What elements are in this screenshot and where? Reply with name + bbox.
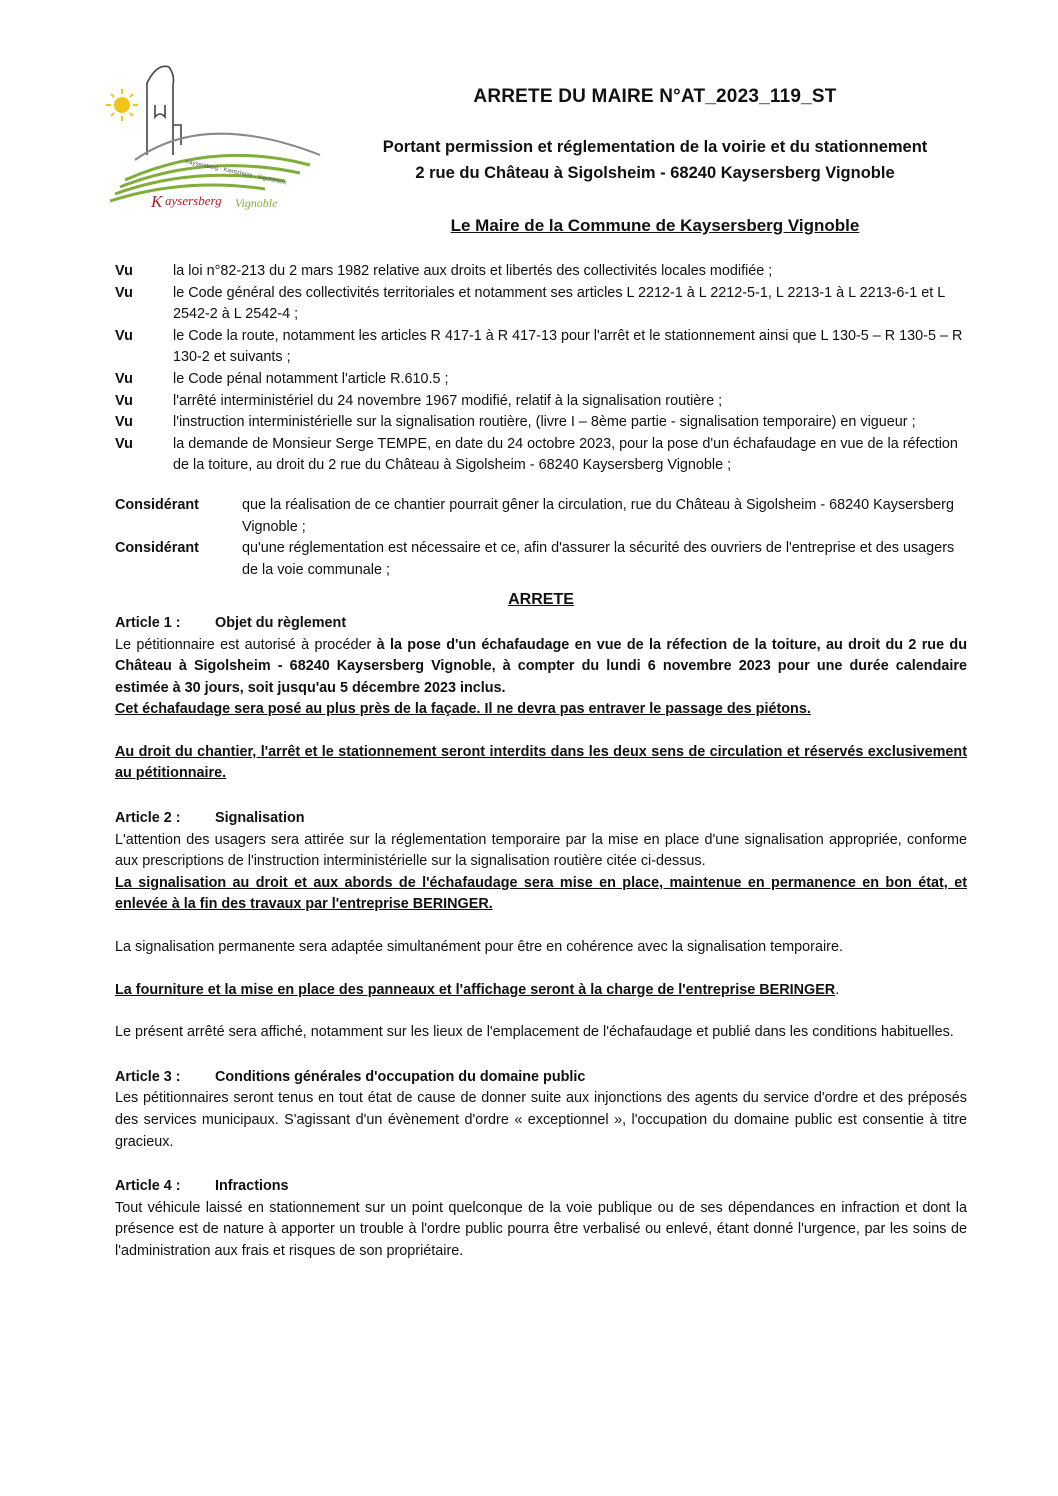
article-title: Conditions générales d'occupation du domaine public xyxy=(215,1068,586,1085)
article-number: Article 2 : xyxy=(115,810,181,827)
article-number: Article 3 : xyxy=(115,1068,181,1085)
vu-item: Vu la demande de Monsieur Serge TEMPE, en date du 24 octobre 2023, pour la pose d'un échafaudage en vue de la réfection de la toiture, au droit du 2 rue du Château à Sigolsheim - 68240 Kaysersberg Vignoble ; xyxy=(115,435,958,474)
logo-graphic xyxy=(95,55,330,220)
vu-item: Vu le Code général des collectivités territoriales et notamment ses articles L 2212-1 à L 2212-5-1, L 2213-1 à L 2213-6-1 et L 2542-2 à L 2542-4 ; xyxy=(115,284,945,323)
document-body xyxy=(115,261,967,1263)
considerant-list xyxy=(115,495,967,581)
article-4 xyxy=(115,1176,967,1262)
article-paragraph: Le pétitionnaire est autorisé à procéder à la pose d'un échafaudage en vue de la réfection de la toiture, au droit du 2 rue du Château à Sigolsheim - 68240 Kaysersberg Vignoble, à compter du lundi 6 novembre 2023 pour une durée calendaire estimée à 30 jours, soit jusqu'au 5 décembre 2023 inclus. xyxy=(115,636,968,696)
article-number: Article 1 : xyxy=(115,614,181,631)
document-header xyxy=(340,86,970,186)
article-2 xyxy=(115,808,967,1044)
vu-item: Vu le Code pénal notamment l'article R.610.5 ; xyxy=(115,370,449,387)
considerant-item: Considérant que la réalisation de ce chantier pourrait gêner la circulation, rue du Château à Sigolsheim - 68240 Kaysersberg Vignoble ; xyxy=(115,496,954,535)
vu-item: Vu la loi n°82-213 du 2 mars 1982 relative aux droits et libertés des collectivités locales modifiée ; xyxy=(115,263,773,279)
logo-red-k: K xyxy=(151,192,163,211)
considerant-item: Considérant qu'une réglementation est nécessaire et ce, afin d'assurer la sécurité des ouvriers de l'entreprise et des usagers de la voie communale ; xyxy=(115,540,955,578)
arrete-heading: ARRETE xyxy=(508,591,574,609)
vu-item: Vu l'arrêté interministériel du 24 novembre 1967 modifié, relatif à la signalisation routière ; xyxy=(115,392,723,409)
article-paragraph: Les pétitionnaires seront tenus en tout état de cause de donner suite aux injonctions des agents du service d'ordre et des préposés des services municipaux. S'agissant d'un évènement d'ordre « exceptionnel », l'occupation du domaine public est consentie à titre gracieux. xyxy=(115,1090,967,1150)
sun-icon xyxy=(106,89,138,121)
article-paragraph: Tout véhicule laissé en stationnement sur un point quelconque de la voie publique ou de ses dépendances en infraction et dont la présence est de nature à apporter un trouble à l'ordre public pourra être verbalisé ou enlevé, étant donné l'urgence, par les soins de l'administration aux frais et risques de son propriétaire. xyxy=(115,1199,967,1259)
article-paragraph: Le présent arrêté sera affiché, notamment sur les lieux de l'emplacement de l'échafaudage et publié dans les conditions habituelles. xyxy=(115,1024,954,1041)
vu-list xyxy=(115,261,967,477)
article-title: Infractions xyxy=(215,1178,289,1195)
article-paragraph: L'attention des usagers sera attirée sur la réglementation temporaire par la mise en place d'une signalisation appropriée, conforme aux prescriptions de l'instruction interministérielle sur la signalisation routière citée ci-dessus. xyxy=(115,831,967,870)
logo-text-vignoble: Vignoble xyxy=(235,196,278,210)
article-paragraph: Cet échafaudage sera posé au plus près de la façade. Il ne devra pas entraver le passage des piétons. xyxy=(115,701,811,718)
logo-text: aysersberg xyxy=(165,193,222,208)
article-paragraph: Au droit du chantier, l'arrêt et le stationnement seront interdits dans les deux sens de circulation et réservés exclusivement au pétitionnaire. xyxy=(115,743,967,782)
decree-title: ARRETE DU MAIRE N°AT_2023_119_ST xyxy=(473,86,837,107)
decree-subtitle-line1: Portant permission et réglementation de la voirie et du stationnement xyxy=(382,138,928,156)
article-number: Article 4 : xyxy=(115,1178,181,1195)
mayor-heading: Le Maire de la Commune de Kaysersberg Vignoble xyxy=(450,216,860,235)
article-1 xyxy=(115,613,967,785)
article-title: Signalisation xyxy=(215,810,305,827)
logo-small-text: Kaysersberg - Kientzheim - Sigolsheim xyxy=(184,159,287,187)
article-paragraph: La fourniture et la mise en place des panneaux et l'affichage seront à la charge de l'entreprise BERINGER. xyxy=(115,981,840,998)
vu-item: Vu le Code la route, notamment les articles R 417-1 à R 417-13 pour l'arrêt et le stationnement ainsi que L 130-5 – R 130-5 – R 130-2 et suivants ; xyxy=(115,327,963,366)
vu-item: Vu l'instruction interministérielle sur la signalisation routière, (livre I – 8ème partie - signalisation temporaire) en vigueur ; xyxy=(115,414,916,431)
article-title: Objet du règlement xyxy=(215,614,347,631)
decree-subtitle-line2: 2 rue du Château à Sigolsheim - 68240 Kaysersberg Vignoble xyxy=(415,164,895,182)
tower-icon xyxy=(147,66,181,155)
article-paragraph: La signalisation au droit et aux abords de l'échafaudage sera mise en place, maintenue en permanence en bon état, et enlevée à la fin des travaux par l'entreprise BERINGER. xyxy=(115,874,967,913)
municipality-logo xyxy=(95,55,330,220)
article-paragraph: La signalisation permanente sera adaptée simultanément pour être en cohérence avec la signalisation temporaire. xyxy=(115,939,843,956)
article-3 xyxy=(115,1067,967,1153)
